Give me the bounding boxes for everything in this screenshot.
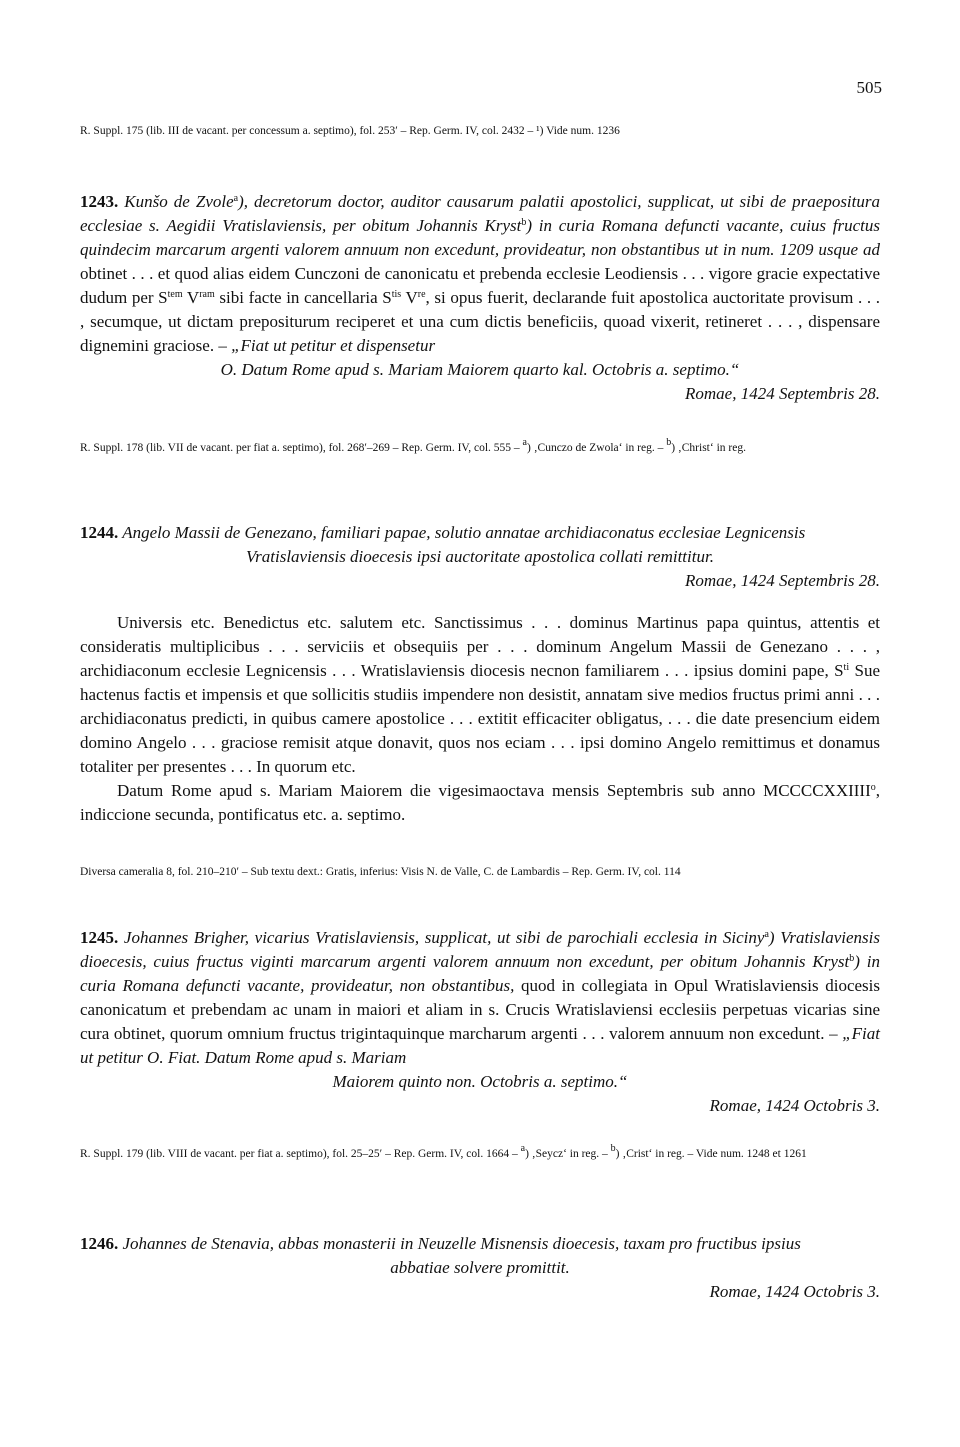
entry-1246 — [80, 1232, 880, 1304]
entry-1245 — [80, 926, 880, 1118]
entry-date: Romae, 1424 Octobris 3. — [709, 1096, 880, 1115]
entry-summary-cont: Vratislaviensis dioecesis ipsi auctoritate apostolica collati remittitur. — [246, 547, 714, 566]
footnote-top: R. Suppl. 175 (lib. III de vacant. per concessum a. septimo), fol. 253′ – Rep. Germ. IV, col. 2432 – ¹) Vide num. 1236 — [80, 125, 620, 137]
entry-date: Romae, 1424 Octobris 3. — [709, 1282, 880, 1301]
entry-1244-note: Diversa cameralia 8, fol. 210–210′ – Sub textu dext.: Gratis, inferius: Visis N. de Valle, C. de Lambardis – Rep. Germ. IV, col. 114 — [80, 866, 681, 878]
entry-1243 — [80, 190, 880, 406]
entry-summary — [80, 1232, 880, 1256]
entry-number: 1243. — [80, 192, 119, 211]
entry-1243-note: R. Suppl. 178 (lib. VII de vacant. per fiat a. septimo), fol. 268′–269 – Rep. Germ. IV, col. 555 – $^a$) ‚Cunczo de Zwola‘ in reg. – $^b$) ‚Christ‘ in reg. — [80, 437, 746, 454]
entry-date: Romae, 1424 Septembris 28. — [684, 384, 880, 403]
entry-summary-cont: abbatiae solvere promittit. — [390, 1258, 570, 1277]
entry-body: Universis etc. Benedictus etc. salutem etc. Sanctissimus . . . dominus Martinus papa quintus, attentis et consideratis multiplicibus . . . serviciis et obsequiis per . . . dominum Angelum Massii de Genezano . . . , archidiaconum ecclesie Legnicensis . . . Wratislaviensis diocesis necnon familiarem . . . ipsius domini pape, $S^{ti}$ Sue hactenus factis et impensis et que sollicitis studiis impendere non desistit, annatam sive medios fructus primi anni . . . archidiaconatus predicti, in quibus camere apostolice . . . extitit efficaciter obligatus, . . . die date presencium eidem domino Angelo . . . graciose remisit atque donavit, quos nos eciam . . . ipsi domino Angelo remittimus et donamus totaliter per presentes . . . In quorum etc. — [80, 613, 880, 776]
entry-1245-note: R. Suppl. 179 (lib. VIII de vacant. per fiat a. septimo), fol. 25–25′ – Rep. Germ. IV, col. 1664 – $^a$) ‚Seycz‘ in reg. – $^b$) ‚Crist‘ in reg. – Vide num. 1248 et 1261 — [80, 1143, 807, 1160]
entry-1244 — [80, 521, 880, 827]
entry-date: Romae, 1424 Septembris 28. — [684, 571, 880, 590]
entry-number: 1246. — [80, 1234, 119, 1253]
entry-text: Kunšo de Zvole$^a$), decretorum doctor, auditor causarum palatii apostolici, supplicat, ut sibi de praepositura ecclesiae s. Aegidii Vratislaviensis, per obitum Johannis Kryst$^b$) in curia Romana defuncti vacante, cuius fructus quindecim marcarum argenti valorem annuum non excedunt, provideatur, non obstantibus ut in num. 1209 usque ad obtinet . . . et quod alias eidem Cunczoni de canonicatu et prebenda ecclesie Leodiensis . . . vigore gracie expectative dudum per $S^{tem}$ $V^{ram}$ sibi facte in cancellaria $S^{tis}$ Vre, si opus fuerit, declarande fuit apostolica auctoritate provisum . . . , secumque, ut dictam prepositurum reciperet et una cum dictis beneficiis, quoad vixerit, retineret . . . , dispensare dignemini graciose. – „Fiat ut petitur et dispensetur — [80, 192, 880, 355]
entry-text: Angelo Massii de Genezano, familiari papae, solutio annatae archidiaconatus ecclesiae Legnicensis — [122, 523, 806, 542]
page-number: 505 — [856, 78, 882, 97]
entry-number: 1245. — [80, 928, 119, 947]
entry-datum-line: O. Datum Rome apud s. Mariam Maiorem quarto kal. Octobris a. septimo.“ — [220, 360, 740, 379]
entry-text: Johannes de Stenavia, abbas monasterii in Neuzelle Misnensis dioecesis, taxam pro fructibus ipsius — [122, 1234, 801, 1253]
entry-datum-line: Maiorem quinto non. Octobris a. septimo.“ — [332, 1072, 628, 1091]
entry-text: Johannes Brigher, vicarius Vratislaviensis, supplicat, ut sibi de parochiali ecclesia in Siciny$^a$) Vratislaviensis dioecesis, cuius fructus viginti marcarum argenti valorem annuum non excedunt, per obitum Johannis Kryst$^b$) in curia Romana defuncti vacante, provideatur, non obstantibus, quod in collegiata in Opul Wratislaviensis diocesis canonicatum et prebendam ac unam in maiori et aliam in s. Crucis Wratislaviensi ecclesiis perpetuas vicarias sine cura obtinet, quorum omnium fructus trigintaquinque marcharum argenti . . . valorem annuum non excedunt. – „Fiat ut petitur O. Fiat. Datum Rome apud s. Mariam — [80, 928, 881, 1067]
entry-number: 1244. — [80, 523, 119, 542]
entry-summary — [80, 521, 880, 545]
entry-summary — [80, 190, 880, 358]
entry-summary — [80, 926, 880, 1070]
entry-datum: Datum Rome apud s. Mariam Maiorem die vigesimaoctava mensis Septembris sub anno MCCCCXXIIII$^o$, indiccione secunda, pontificatus etc. a. septimo. — [80, 781, 880, 824]
